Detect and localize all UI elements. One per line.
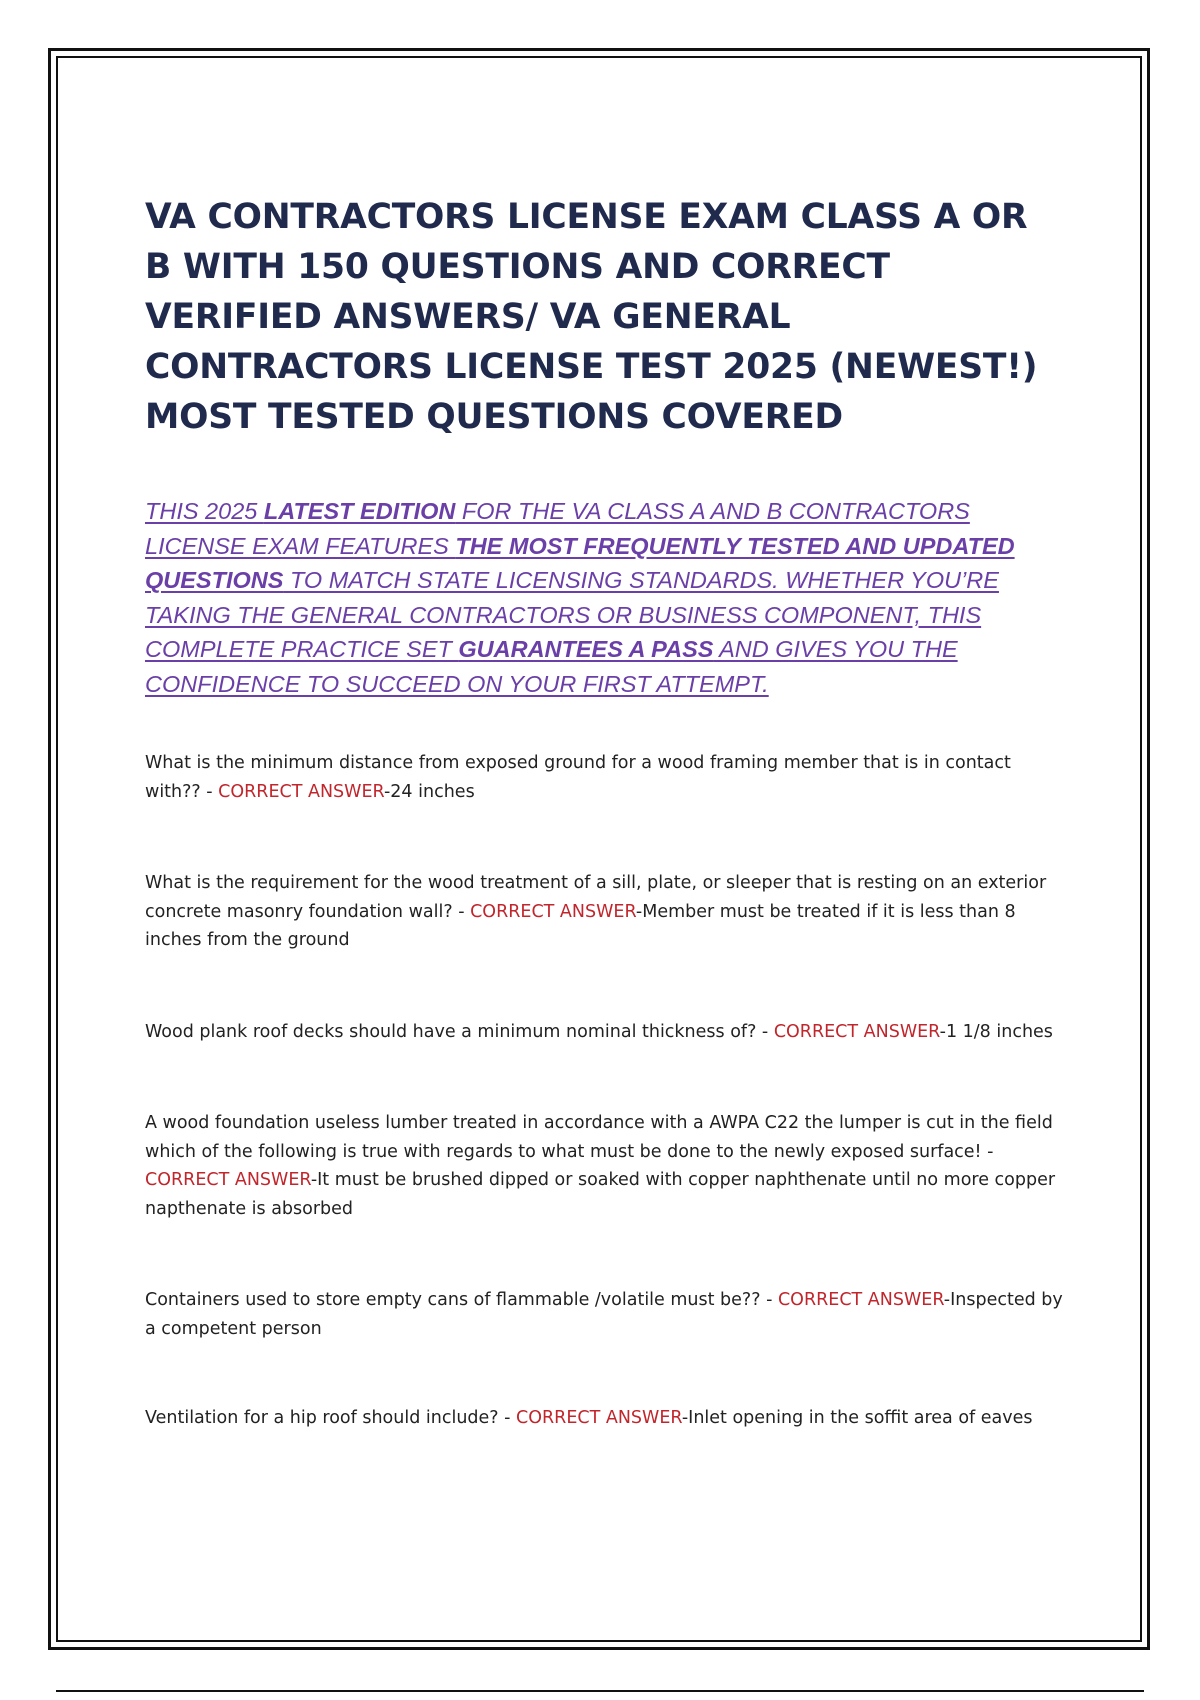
intro-text-4: AND GIVES YOU THE CONFIDENCE TO SUCCEED ON YOUR FIRST ATTEMPT. bbox=[145, 636, 958, 697]
qa-item bbox=[145, 1404, 1065, 1433]
intro-bold-1: LATEST EDITION bbox=[263, 498, 456, 524]
answer-text: -It must be brushed dipped or soaked with copper naphthenate until no more copper napthenate is absorbed bbox=[145, 1170, 1056, 1219]
correct-answer-label: CORRECT ANSWER bbox=[470, 901, 636, 922]
correct-answer-label: CORRECT ANSWER bbox=[777, 1290, 944, 1310]
qa-item bbox=[145, 749, 1065, 806]
correct-answer-label: CORRECT ANSWER bbox=[516, 1408, 682, 1428]
question-text: What is the requirement for the wood treatment of a sill, plate, or sleeper that is resting on an exterior concrete masonry foundation wall? - bbox=[145, 873, 1047, 922]
answer-text: -Inlet opening in the soffit area of eaves bbox=[681, 1408, 1033, 1428]
intro-text-2: FOR THE VA CLASS A AND B CONTRACTORS LICENSE EXAM FEATURES bbox=[145, 498, 970, 559]
question-text: Wood plank roof decks should have a minimum nominal thickness of? - bbox=[145, 1021, 774, 1042]
question-text: What is the minimum distance from exposed ground for a wood framing member that is in contact with?? - bbox=[145, 753, 1011, 802]
intro-text-1: THIS 2025 bbox=[145, 498, 264, 524]
qa-item bbox=[145, 1018, 1065, 1047]
correct-answer-label: CORRECT ANSWER bbox=[218, 781, 384, 802]
answer-text: -24 inches bbox=[383, 781, 475, 802]
answer-text: -Member must be treated if it is less than 8 inches from the ground bbox=[145, 901, 1016, 950]
question-text: A wood foundation useless lumber treated in accordance with a AWPA C22 the lumper is cut in the field which of the following is true with regards to what must be done to the newly exposed surface! - bbox=[145, 1113, 1053, 1162]
question-text: Ventilation for a hip roof should include? - bbox=[145, 1408, 517, 1428]
qa-item bbox=[145, 869, 1065, 955]
intro-bold-2: THE MOST FREQUENTLY TESTED AND UPDATED QUESTIONS bbox=[145, 532, 1015, 593]
correct-answer-label: CORRECT ANSWER bbox=[145, 1170, 311, 1190]
question-text: Containers used to store empty cans of flammable /volatile must be?? - bbox=[145, 1290, 778, 1310]
correct-answer-label: CORRECT ANSWER bbox=[773, 1021, 940, 1042]
answer-text: -Inspected by a competent person bbox=[145, 1290, 1063, 1339]
intro-paragraph bbox=[145, 494, 1065, 701]
intro-text-3: TO MATCH STATE LICENSING STANDARDS. WHETHER YOU’RE TAKING THE GENERAL CONTRACTORS OR BUSINESS COMPONENT, THIS COMPLETE PRACTICE SET bbox=[145, 567, 999, 662]
footer-rule bbox=[56, 1690, 1144, 1692]
intro-bold-3: GUARANTEES A PASS bbox=[458, 636, 714, 662]
document-title: VA CONTRACTORS LICENSE EXAM CLASS A OR B WITH 150 QUESTIONS AND CORRECT VERIFIED ANSWERS/ VA GENERAL CONTRACTORS LICENSE TEST 2025 (NEWEST!) MOST TESTED QUESTIONS COVERED bbox=[145, 197, 1038, 437]
document-content bbox=[145, 192, 1065, 1433]
qa-item bbox=[145, 1109, 1065, 1223]
qa-item bbox=[145, 1286, 1065, 1343]
answer-text: -1 1/8 inches bbox=[939, 1021, 1053, 1042]
